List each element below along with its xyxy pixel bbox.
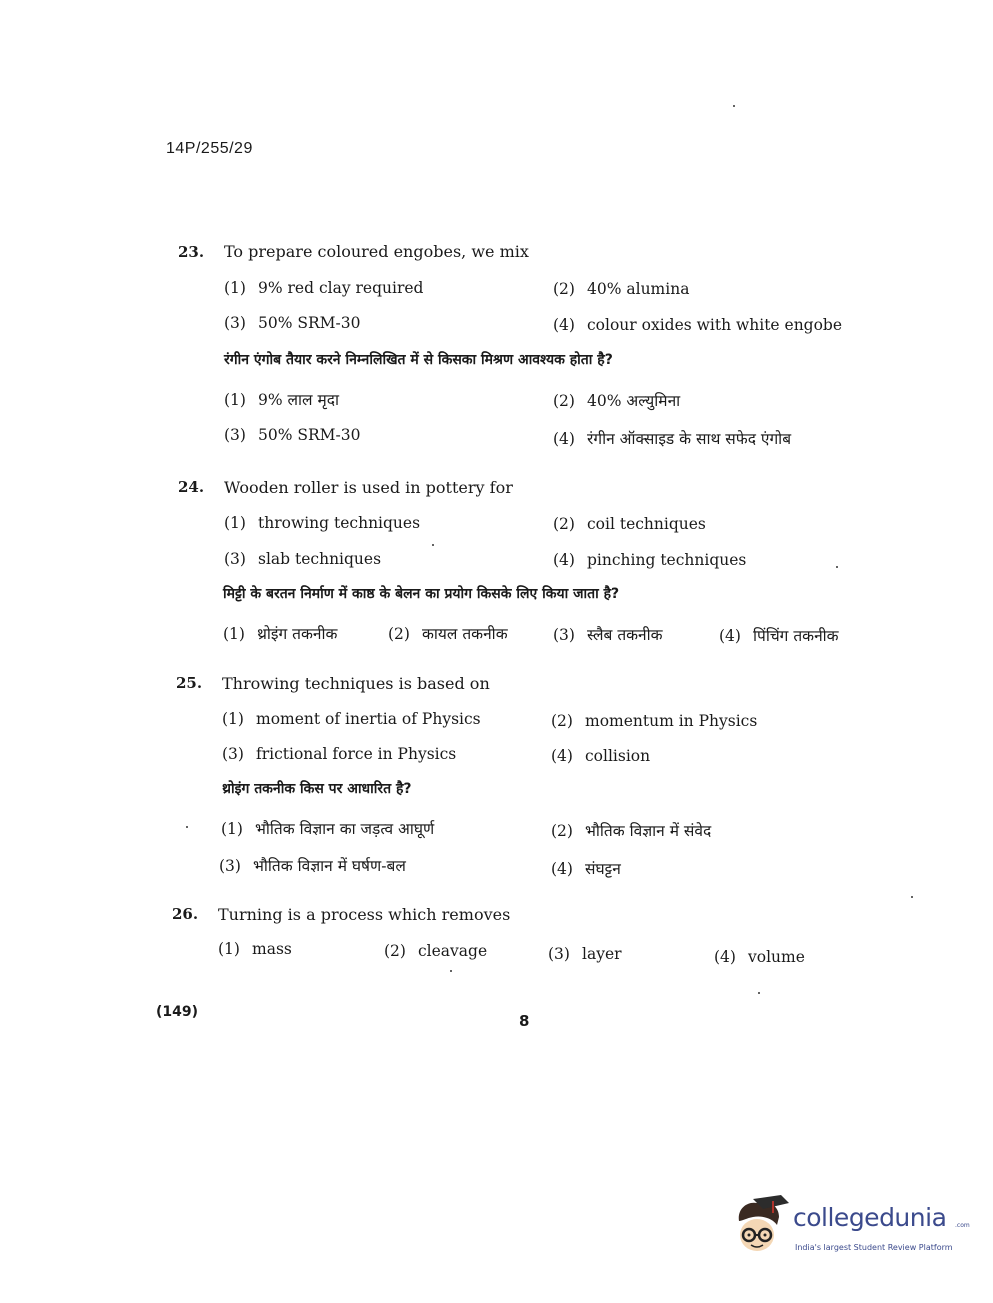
option-number: (1) — [221, 820, 243, 838]
option-en — [224, 279, 423, 297]
option-number: (4) — [714, 948, 736, 966]
option-text: रंगीन ऑक्साइड के साथ सफेद एंगोब — [587, 430, 792, 448]
option-text: mass — [252, 940, 292, 958]
option-number: (3) — [548, 945, 570, 963]
option-text: pinching techniques — [587, 551, 747, 569]
option-number: (4) — [719, 627, 741, 645]
brand-domain: .com — [955, 1222, 970, 1229]
paper-code: 14P/255/29 — [166, 140, 253, 157]
option-hi — [224, 426, 361, 444]
option-hi — [719, 624, 839, 646]
option-text: 9% red clay required — [258, 279, 424, 297]
option-en — [384, 942, 487, 960]
option-text: cleavage — [418, 942, 488, 960]
option-text: 9% लाल मृदा — [258, 391, 339, 409]
option-text: संघट्टन — [585, 860, 621, 878]
option-number: (4) — [553, 430, 575, 448]
scan-speck — [758, 992, 760, 994]
option-number: (3) — [224, 314, 246, 332]
brand-tagline: India's largest Student Review Platform — [795, 1243, 953, 1252]
option-text: moment of inertia of Physics — [256, 710, 481, 728]
option-text: throwing techniques — [258, 514, 421, 532]
option-text: frictional force in Physics — [256, 745, 457, 763]
question-text-hi: मिट्टी के बरतन निर्माण में काष्ठ के बेलन का प्रयोग किसके लिए किया जाता है? — [223, 586, 620, 602]
option-number: (1) — [223, 625, 245, 643]
option-text: भौतिक विज्ञान में घर्षण-बल — [253, 857, 406, 875]
option-text: 50% SRM-30 — [258, 426, 361, 444]
option-number: (3) — [553, 626, 575, 644]
option-number: (2) — [388, 625, 410, 643]
option-number: (3) — [219, 857, 241, 875]
option-text: स्लैब तकनीक — [587, 626, 663, 644]
option-text: colour oxides with white engobe — [587, 316, 843, 334]
option-number: (2) — [384, 942, 406, 960]
option-hi — [553, 427, 791, 449]
option-text: कायल तकनीक — [422, 625, 508, 643]
option-text: 50% SRM-30 — [258, 314, 361, 332]
option-en — [553, 316, 842, 334]
brand-name: collegedunia — [793, 1203, 947, 1232]
option-en — [551, 712, 757, 730]
option-hi — [388, 622, 508, 644]
footer-code: (149) — [156, 1004, 199, 1020]
option-en — [222, 745, 456, 763]
option-en — [553, 551, 746, 569]
option-text: भौतिक विज्ञान में संवेद — [585, 822, 712, 840]
option-text: coil techniques — [587, 515, 706, 533]
option-en — [548, 945, 622, 963]
option-number: (2) — [553, 392, 575, 410]
option-number: (1) — [224, 391, 246, 409]
option-number: (1) — [222, 710, 244, 728]
question-text-en: Turning is a process which removes — [218, 905, 511, 924]
option-en — [551, 747, 650, 765]
option-hi — [551, 857, 621, 879]
page-number: 8 — [519, 1012, 530, 1030]
scan-speck — [450, 970, 452, 972]
option-text: volume — [748, 948, 805, 966]
option-hi — [551, 819, 711, 841]
option-text: पिंचिंग तकनीक — [753, 627, 839, 645]
option-number: (1) — [218, 940, 240, 958]
option-en — [224, 514, 420, 532]
question-number: 25. — [176, 674, 203, 692]
option-en — [714, 948, 805, 966]
question-text-en: Throwing techniques is based on — [222, 674, 490, 693]
option-number: (3) — [224, 550, 246, 568]
option-text: collision — [585, 747, 651, 765]
option-number: (2) — [551, 822, 573, 840]
option-hi — [223, 622, 337, 644]
option-number: (2) — [553, 280, 575, 298]
option-number: (3) — [224, 426, 246, 444]
scan-speck — [911, 896, 913, 898]
question-text-hi: थ्रोइंग तकनीक किस पर आधारित है? — [222, 781, 412, 797]
option-text: 40% अल्युमिना — [587, 392, 681, 410]
option-number: (4) — [553, 551, 575, 569]
option-number: (4) — [553, 316, 575, 334]
option-text: layer — [582, 945, 622, 963]
option-number: (1) — [224, 514, 246, 532]
option-text: भौतिक विज्ञान का जड़त्व आघूर्ण — [255, 820, 435, 838]
option-hi — [221, 817, 434, 839]
option-hi — [224, 388, 339, 410]
option-number: (1) — [224, 279, 246, 297]
option-number: (4) — [551, 747, 573, 765]
option-hi — [553, 623, 663, 645]
scan-speck — [836, 566, 838, 568]
question-text-en: To prepare coloured engobes, we mix — [224, 242, 529, 261]
scan-speck — [186, 826, 188, 828]
option-en — [553, 280, 689, 298]
option-number: (2) — [551, 712, 573, 730]
option-text: slab techniques — [258, 550, 382, 568]
scan-speck — [733, 105, 735, 107]
option-en — [224, 550, 381, 568]
question-number: 24. — [178, 478, 205, 496]
option-text: momentum in Physics — [585, 712, 758, 730]
option-en — [224, 314, 361, 332]
option-number: (3) — [222, 745, 244, 763]
option-en — [218, 940, 292, 958]
mascot-logo-icon — [733, 1195, 791, 1257]
option-en — [553, 515, 706, 533]
option-en — [222, 710, 481, 728]
question-number: 23. — [178, 243, 205, 261]
question-text-en: Wooden roller is used in pottery for — [224, 478, 513, 497]
option-number: (2) — [553, 515, 575, 533]
question-text-hi: रंगीन एंगोब तैयार करने निम्नलिखित में से किसका मिश्रण आवश्यक होता है? — [224, 352, 613, 368]
scan-speck — [432, 544, 434, 546]
option-text: थ्रोइंग तकनीक — [257, 625, 338, 643]
option-hi — [219, 854, 406, 876]
option-number: (4) — [551, 860, 573, 878]
brand-watermark — [733, 1195, 970, 1265]
question-number: 26. — [172, 905, 199, 923]
option-text: 40% alumina — [587, 280, 690, 298]
option-hi — [553, 389, 680, 411]
